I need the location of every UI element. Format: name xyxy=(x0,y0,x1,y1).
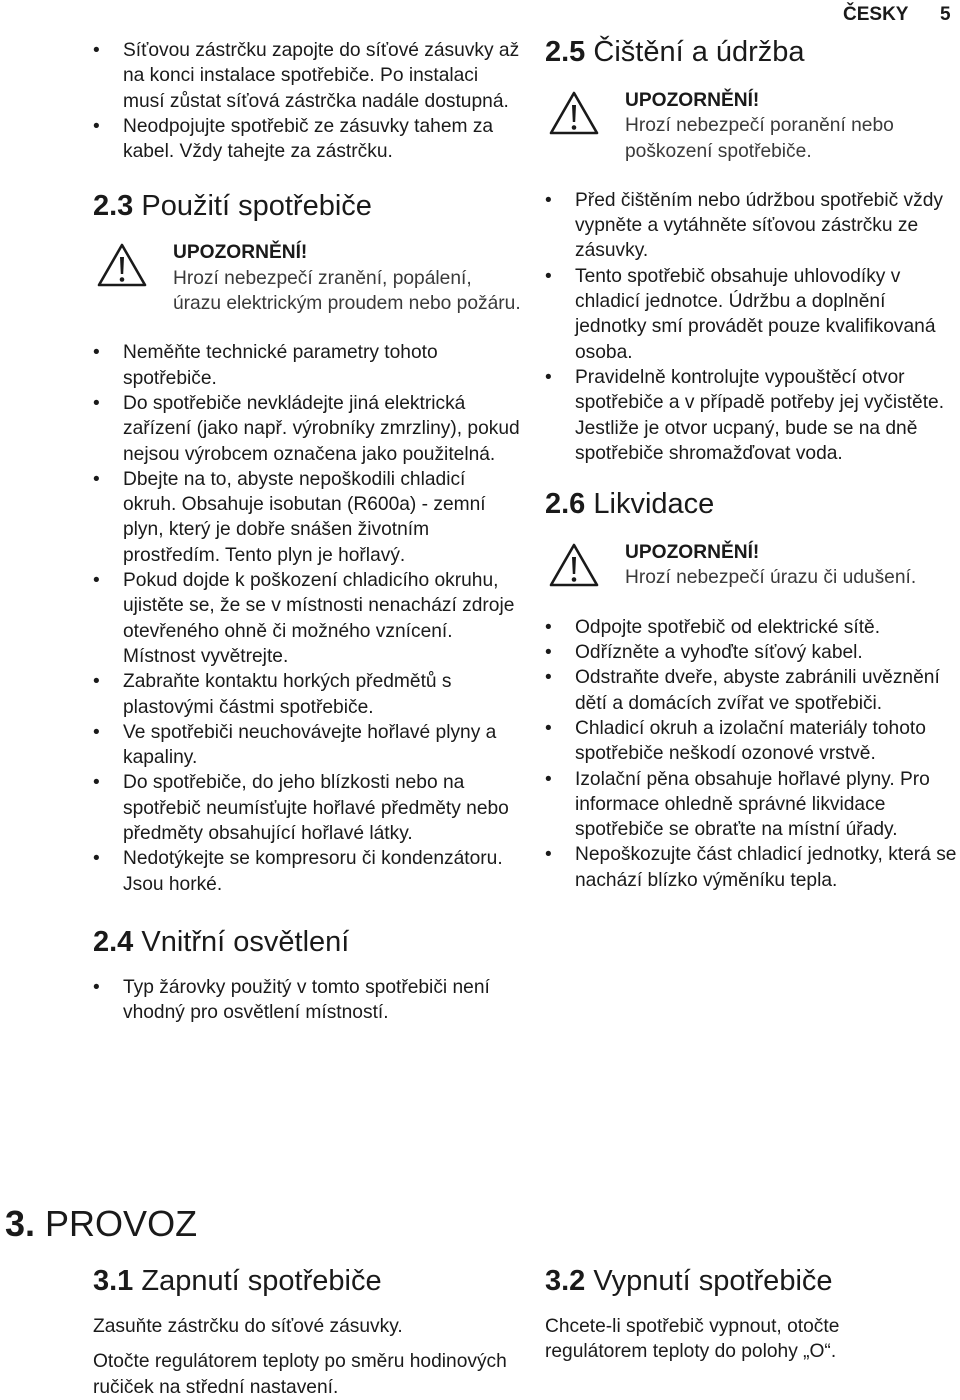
warning-text: Hrozí nebezpečí úrazu či udušení. xyxy=(625,567,917,589)
list-item: • Izolační pěna obsahuje hořlavé plyny. Pro informace ohledně správné likvidace spotřebiče se obraťte na místní úřady. xyxy=(545,767,960,843)
section-heading-2-3 xyxy=(93,189,523,223)
warning-title: UPOZORNĚNÍ! xyxy=(625,542,760,564)
warning-triangle-icon xyxy=(96,242,148,288)
page-number: 5 xyxy=(940,4,951,25)
section-title: Zapnutí spotřebiče xyxy=(141,1265,382,1297)
list-item: • Odstraňte dveře, abyste zabránili uvěznění dětí a domácích zvířat ve spotřebiči. xyxy=(545,665,960,716)
warning-triangle-icon xyxy=(548,542,600,588)
list-item: • Pravidelně kontrolujte vypouštěcí otvor spotřebiče a v případě potřeby jej vyčistěte. Jestliže je otvor ucpaný, bude se na dně spotřebiče shromažďovat voda. xyxy=(545,365,960,466)
safety-bullet-list xyxy=(93,38,523,164)
warning-text: Hrozí nebezpečí zranění, popálení, úrazu elektrickým proudem nebo požáru. xyxy=(173,267,521,315)
section-title: Čištění a údržba xyxy=(593,36,805,68)
list-item: • Síťovou zástrčku zapojte do síťové zásuvky až na konci instalace spotřebiče. Po instalaci musí zůstat síťová zástrčka nadále dostupná. xyxy=(93,38,523,114)
list-item: • Tento spotřebič obsahuje uhlovodíky v chladicí jednotce. Údržbu a doplnění jednotky smí provádět pouze kvalifikovaná osoba. xyxy=(545,264,960,365)
page-language: ČESKY xyxy=(843,4,909,25)
list-item: • Do spotřebiče nevkládejte jiná elektrická zařízení (jako např. výrobníky zmrzliny), pokud nejsou výrobcem označena jako použitelná. xyxy=(93,391,523,467)
warning-triangle-icon xyxy=(548,90,600,136)
list-item: • Neodpojujte spotřebič ze zásuvky tahem za kabel. Vždy tahejte za zástrčku. xyxy=(93,114,523,165)
section-title: Použití spotřebiče xyxy=(141,190,372,223)
section-title: Vnitřní osvětlení xyxy=(141,925,350,958)
list-item: • Nedotýkejte se kompresoru či kondenzátoru. Jsou horké. xyxy=(93,846,523,897)
left-column xyxy=(93,38,523,1026)
chapter-heading-3 xyxy=(5,1203,197,1245)
section-title: Vypnutí spotřebiče xyxy=(593,1265,833,1297)
list-item: • Ve spotřebiči neuchovávejte hořlavé plyny a kapaliny. xyxy=(93,720,523,771)
paragraph: Zasuňte zástrčku do síťové zásuvky. xyxy=(93,1316,403,1337)
section-title: Likvidace xyxy=(593,488,715,521)
list-item: • Odpojte spotřebič od elektrické sítě. xyxy=(545,615,960,640)
chapter-title: PROVOZ xyxy=(45,1203,198,1244)
warning-text: Hrozí nebezpečí poranění nebo poškození spotřebiče. xyxy=(625,115,894,162)
section-heading-3-1 xyxy=(93,1264,523,1298)
right-column xyxy=(545,35,960,893)
warning-box xyxy=(545,88,960,164)
list-item: • Neměňte technické parametry tohoto spotřebiče. xyxy=(93,340,523,391)
section-heading-2-4 xyxy=(93,925,523,959)
warning-title: UPOZORNĚNÍ! xyxy=(625,90,760,111)
section-number: 2.3 xyxy=(93,190,134,223)
list-item: • Do spotřebiče, do jeho blízkosti nebo na spotřebič neumísťujte hořlavé předměty nebo předměty obsahující hořlavé látky. xyxy=(93,770,523,846)
section-heading-2-6 xyxy=(545,487,960,521)
list-item: • Před čištěním nebo údržbou spotřebič vždy vypněte a vytáhněte síťovou zástrčku ze zásuvky. xyxy=(545,188,960,264)
paragraph: Chcete-li spotřebič vypnout, otočte regulátorem teploty do polohy „O“. xyxy=(545,1316,840,1363)
list-item: • Dbejte na to, abyste nepoškodili chladicí okruh. Obsahuje isobutan (R600a) - zemní plyn, který je dobře snášen životním prostředím. Tento plyn je hořlavý. xyxy=(93,467,523,568)
chapter-number: 3. xyxy=(5,1203,36,1244)
lighting-bullet-list xyxy=(93,975,523,1026)
section-3-1 xyxy=(93,1264,523,1400)
disposal-bullet-list xyxy=(545,615,960,893)
list-item: • Nepoškozujte část chladicí jednotky, která se nachází blízko výměníku tepla. xyxy=(545,842,960,893)
list-item: • Pokud dojde k poškození chladicího okruhu, ujistěte se, že se v místnosti nenachází zdroje otevřeného ohně či možného vznícení. Místnost vyvětrejte. xyxy=(93,568,523,669)
warning-title: UPOZORNĚNÍ! xyxy=(173,242,308,264)
list-item: • Typ žárovky použitý v tomto spotřebiči není vhodný pro osvětlení místností. xyxy=(93,975,523,1026)
section-heading-3-2 xyxy=(545,1264,945,1298)
warning-box xyxy=(545,540,960,591)
section-3-2 xyxy=(545,1264,945,1365)
list-item: • Chladicí okruh a izolační materiály tohoto spotřebiče neškodí ozonové vrstvě. xyxy=(545,716,960,767)
section-number: 3.2 xyxy=(545,1265,586,1297)
usage-bullet-list xyxy=(93,340,523,897)
section-number: 2.4 xyxy=(93,925,134,958)
list-item: • Odřízněte a vyhoďte síťový kabel. xyxy=(545,640,960,665)
cleaning-bullet-list xyxy=(545,188,960,466)
paragraph: Otočte regulátorem teploty po směru hodinových ručiček na střední nastavení. xyxy=(93,1351,507,1398)
section-number: 2.5 xyxy=(545,36,586,68)
section-number: 3.1 xyxy=(93,1265,134,1297)
section-number: 2.6 xyxy=(545,488,586,521)
section-heading-2-5 xyxy=(545,35,960,69)
list-item: • Zabraňte kontaktu horkých předmětů s plastovými částmi spotřebiče. xyxy=(93,669,523,720)
warning-box xyxy=(93,240,523,316)
